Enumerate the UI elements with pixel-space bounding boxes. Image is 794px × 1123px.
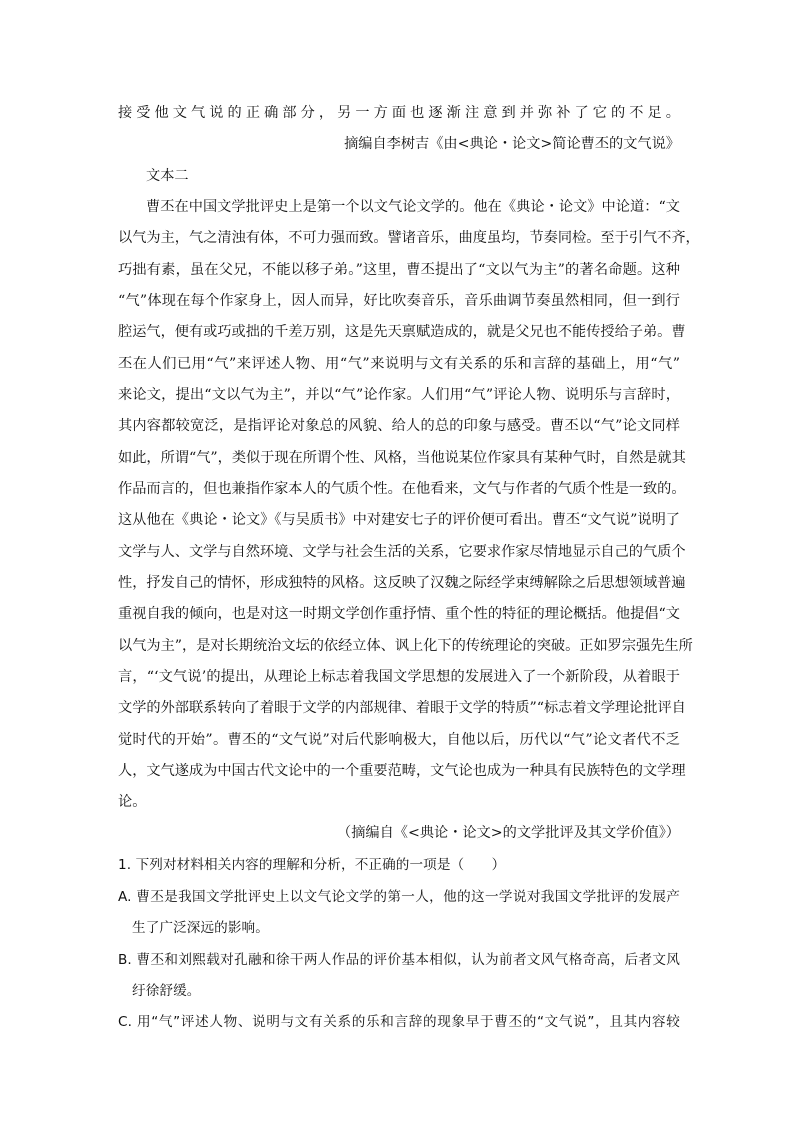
- option-c-line1: C. 用“气”评述人物、说明与文有关系的乐和言辞的现象早于曹丕的“文气说”，且其内容较: [118, 1014, 680, 1030]
- text2-line: 作品而言的，但也兼指作家本人的气质个性。在他看来，文气与作者的气质个性是一致的。: [118, 481, 686, 497]
- text2-heading: 文本二: [146, 168, 189, 184]
- text2-line: 这从他在《典论・论文》《与吴质书》中对建安七子的评价便可看出。曹丕“文气说”说明了: [118, 512, 680, 528]
- text2-line: 觉时代的开始”。曹丕的“文气说”对后代影响极大，自他以后，历代以“气”论文者代不乏: [118, 732, 680, 748]
- text2-line: 巧拙有素，虽在父兄，不能以移子弟。”这里，曹丕提出了“文以气为主”的著名命题。这种: [118, 262, 680, 278]
- option-a-line1: A. 曹丕是我国文学批评史上以文气论文学的第一人，他的这一学说对我国文学批评的发展产: [118, 889, 680, 905]
- text2-line: 如此，所谓“气”，类似于现在所谓个性、风格，当他说某位作家具有某种气时，自然是就其: [118, 450, 686, 466]
- text2-line: 来论文，提出“文以气为主”，并以“气”论作家。人们用“气”评论人物、说明乐与言辞时，: [118, 387, 680, 403]
- text2-line: 人，文气遂成为中国古代文论中的一个重要范畴，文气论也成为一种具有民族特色的文学理: [118, 763, 686, 779]
- text2-line: 以气为主”，是对长期统治文坛的依经立体、讽上化下的传统理论的突破。正如罗宗强先生所: [118, 638, 693, 654]
- text1-last-line: 接受他文气说的正确部分，另一方面也逐渐注意到并弥补了它的不足。: [118, 105, 680, 121]
- text2-line: 以气为主，气之清浊有体，不可力强而致。譬诸音乐，曲度虽均，节奏同检。至于引气不齐，: [118, 230, 700, 246]
- option-a-line2: 生了广泛深远的影响。: [132, 920, 269, 936]
- option-b-line2: 纡徐舒缓。: [132, 983, 201, 999]
- text2-line: 论。: [118, 794, 147, 810]
- text2-line: 言，“‘文气说’的提出，从理论上标志着我国文学思想的发展进入了一个新阶段，从着眼于: [118, 669, 680, 685]
- text2-line: 文学的外部联系转向了着眼于文学的内部规律、着眼于文学的特质”“标志着文学理论批评自: [118, 700, 686, 716]
- text2-line: 丕在人们已用“气”来评述人物、用“气”来说明与文有关系的乐和言辞的基础上，用“气”: [118, 356, 680, 372]
- text2-line: 性，抒发自己的情怀，形成独特的风格。这反映了汉魏之际经学束缚解除之后思想领域普遍: [118, 575, 686, 591]
- text2-line: 其内容都较宽泛，是指评论对象总的风貌、给人的总的印象与感受。曹丕以“气”论文同样: [118, 418, 680, 434]
- text2-line: 重视自我的倾向，也是对这一时期文学创作重抒情、重个性的特征的理论概括。他提倡“文: [118, 606, 680, 622]
- text2-line: “气”体现在每个作家身上，因人而异，好比吹奏音乐，音乐曲调节奏虽然相同，但一到行: [118, 293, 680, 309]
- option-b-line1: B. 曹丕和刘熙载对孔融和徐干两人作品的评价基本相似，认为前者文风气格奇高，后者文风: [118, 952, 680, 968]
- text2-line: 腔运气，便有或巧或拙的千差万别，这是先天禀赋造成的，就是父兄也不能传授给子弟。曹: [118, 324, 686, 340]
- text2-source: （摘编自《<典论・论文>的文学批评及其文学价值》）: [337, 825, 680, 841]
- text2-line: 文学与人、文学与自然环境、文学与社会生活的关系，它要求作家尽情地显示自己的气质个: [118, 544, 686, 560]
- question-stem: 1. 下列对材料相关内容的理解和分析，不正确的一项是（ ）: [118, 857, 506, 873]
- text1-source: 摘编自李树吉《由<典论・论文>简论曹丕的文气说》: [344, 136, 680, 152]
- text2-line: 曹丕在中国文学批评史上是第一个以文气论文学的。他在《典论・论文》中论道：“文: [146, 199, 680, 215]
